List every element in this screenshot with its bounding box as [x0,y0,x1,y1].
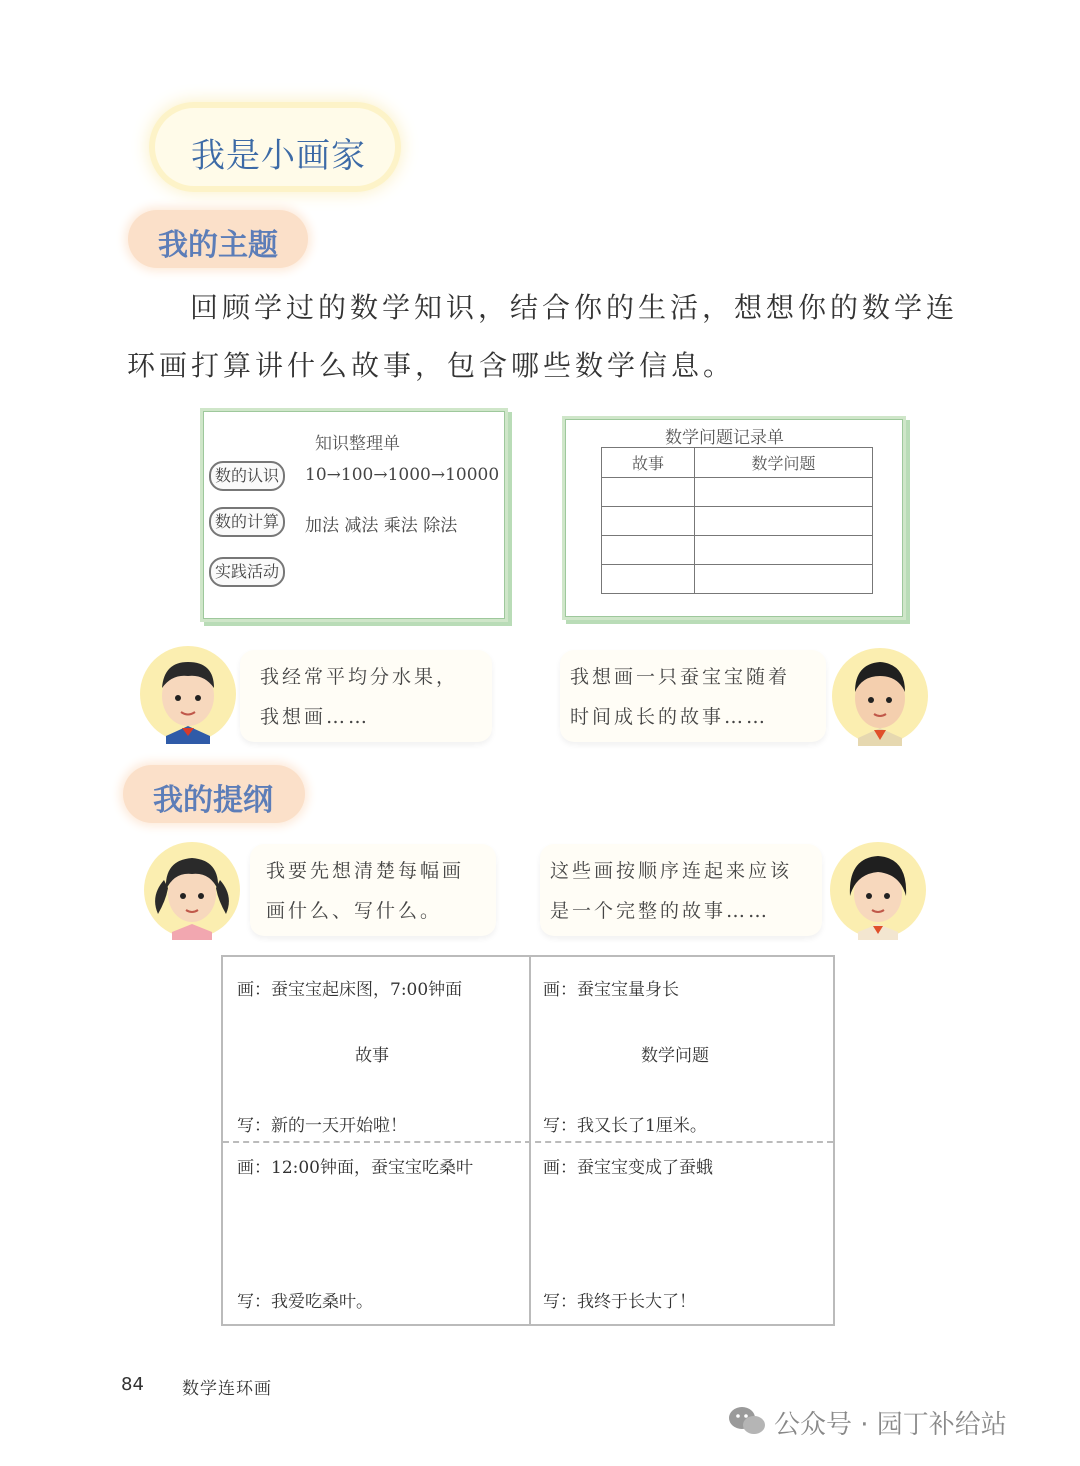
comic-cell-4-write: 写：我终于长大了！ [543,1292,696,1312]
speech-bubble-boy-left [240,650,492,742]
boy-avatar-right-icon [830,646,930,746]
comic-cell-3-draw: 画：12:00钟面，蚕宝宝吃桑叶 [237,1158,473,1178]
boy-avatar-icon [138,644,238,744]
page-number: 84 [121,1374,144,1395]
tag-number-recognition: 数的认识 [209,461,285,491]
girl-avatar-right-icon [828,840,928,940]
chapter-title: 数学连环画 [182,1379,272,1399]
girl-avatar-icon [142,840,242,940]
page-title-badge [155,108,395,186]
problem-table-header-story: 故事 [602,448,695,478]
grid-divider-horizontal [223,1141,833,1143]
comic-grid [221,955,835,1326]
comic-cell-2-write: 写：我又长了1厘米。 [543,1116,707,1136]
problem-table [601,447,873,594]
problem-table-header-question: 数学问题 [695,448,873,478]
speech-girl-left-line2: 画什么、写什么。 [266,900,443,922]
intro-line-2: 环画打算讲什么故事，包含哪些数学信息。 [127,349,736,382]
section-outline-label: 我的提纲 [153,783,273,818]
speech-boy-left-line1: 我经常平均分水果， [260,666,459,688]
intro-line-1: 回顾学过的数学知识，结合你的生活，想想你的数学连 [190,291,959,324]
comic-cell-4-draw: 画：蚕宝宝变成了蚕蛾 [543,1158,713,1178]
problem-sheet-title: 数学问题记录单 [665,428,784,448]
page-title: 我是小画家 [191,136,366,176]
tag-number-calculation: 数的计算 [209,507,285,537]
comic-cell-2-mid: 数学问题 [641,1046,709,1066]
table-row [602,507,873,536]
comic-cell-1-draw: 画：蚕宝宝起床图，7:00钟面 [237,980,463,1000]
comic-cell-1-mid: 故事 [355,1046,389,1066]
comic-cell-1-write: 写：新的一天开始啦！ [237,1116,407,1136]
knowledge-sheet-title: 知识整理单 [315,434,400,454]
table-row [602,536,873,565]
speech-girl-left-line1: 我要先想清楚每幅画 [266,860,465,882]
table-row [602,565,873,594]
speech-bubble-girl-left [250,844,496,936]
comic-cell-2-draw: 画：蚕宝宝量身长 [543,980,679,1000]
problem-sheet [562,416,906,620]
watermark-text: 公众号 · 园丁补给站 [774,1410,1007,1440]
wechat-icon [727,1405,767,1437]
speech-bubble-girl-right [540,844,822,936]
section-outline-header [123,765,305,823]
section-theme-label: 我的主题 [158,228,278,263]
number-recognition-text: 10→100→1000→10000 [305,465,500,485]
section-theme-header [128,210,308,268]
speech-boy-right-line2: 时间成长的故事…… [570,706,769,728]
table-row [602,478,873,507]
speech-boy-left-line2: 我想画…… [260,706,371,728]
tag-practice-activity: 实践活动 [209,557,285,587]
knowledge-sheet [200,408,508,622]
speech-girl-right-line1: 这些画按顺序连起来应该 [550,860,793,882]
speech-girl-right-line2: 是一个完整的故事…… [550,900,771,922]
speech-bubble-boy-right [560,650,826,742]
speech-boy-right-line1: 我想画一只蚕宝宝随着 [570,666,791,688]
number-calculation-text: 加法 减法 乘法 除法 [305,516,458,536]
comic-cell-3-write: 写：我爱吃桑叶。 [237,1292,373,1312]
